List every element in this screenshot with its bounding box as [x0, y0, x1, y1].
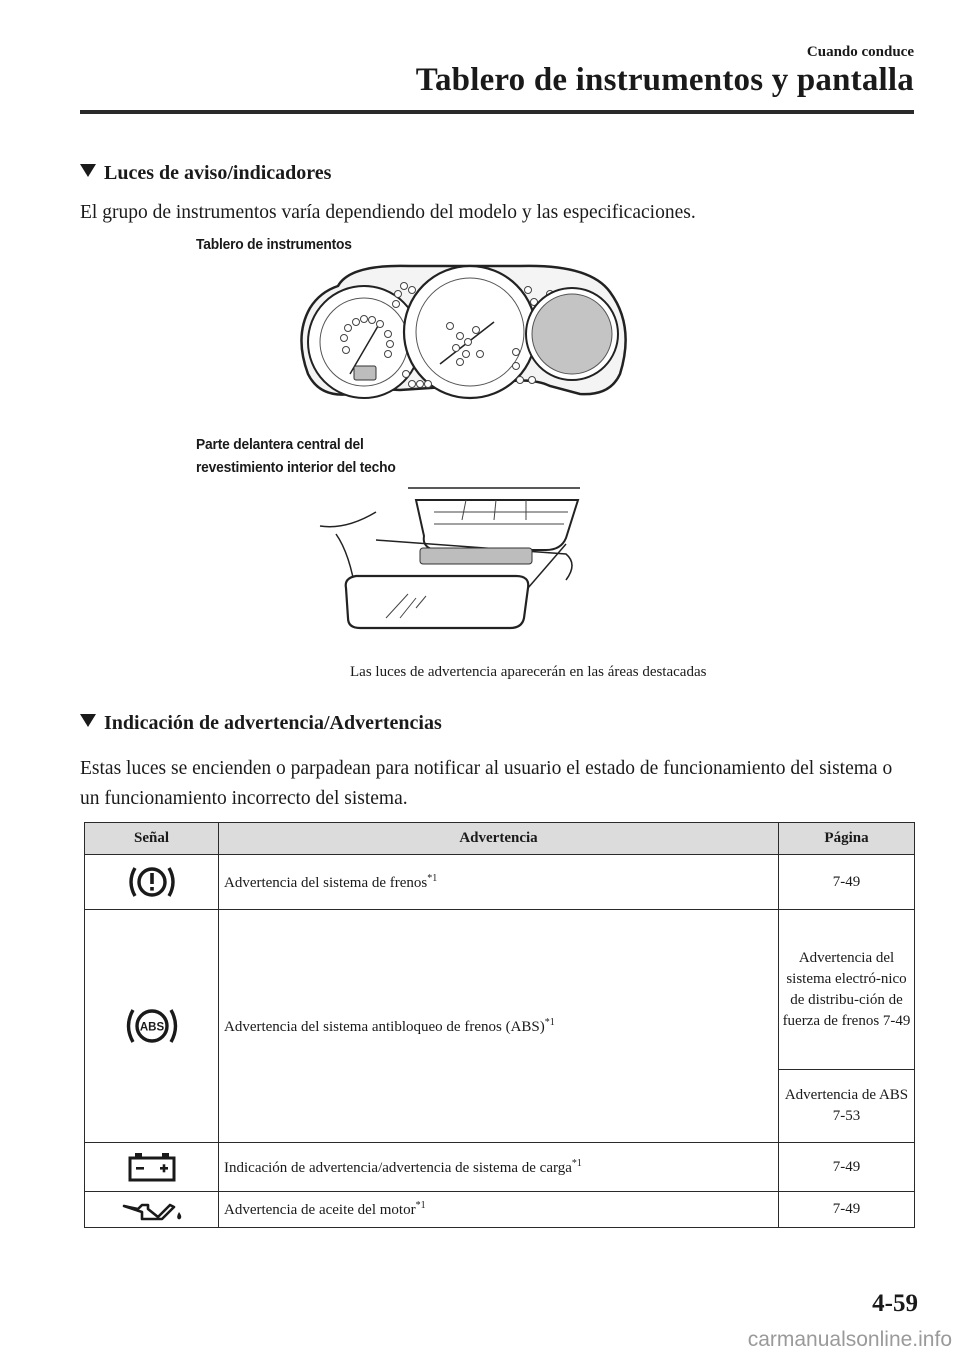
page-number: 4-59 [872, 1290, 918, 1317]
warning-cell [219, 855, 779, 910]
footnote-mark: *1 [427, 872, 438, 884]
footnote-mark: *1 [544, 1016, 555, 1028]
sign-cell [85, 910, 219, 1143]
instrument-cluster-illustration [290, 256, 646, 408]
figure-label-roof-2: revestimiento interior del techo [196, 459, 396, 476]
header-divider [80, 110, 914, 114]
table-header-row [85, 823, 915, 855]
warning-text: Indicación de advertencia/advertencia de sistema de carga [224, 1159, 572, 1176]
triangle-bullet-icon [80, 164, 96, 177]
triangle-bullet-icon [80, 714, 96, 727]
chapter-label: Cuando conduce [806, 44, 914, 60]
warning-text: Advertencia del sistema antibloqueo de frenos (ABS) [224, 1018, 545, 1035]
warning-cell [219, 1143, 779, 1192]
battery-icon [124, 1150, 180, 1184]
warning-cell [219, 1192, 779, 1228]
overhead-console-illustration [316, 484, 584, 636]
column-header-sign: Señal [85, 823, 219, 855]
column-header-warning: Advertencia [219, 823, 779, 855]
page-cell: 7-49 [779, 855, 915, 910]
oil-can-icon [120, 1197, 184, 1223]
warning-text: Advertencia del sistema de frenos [224, 874, 428, 891]
section-heading-text: Indicación de advertencia/Advertencias [104, 712, 442, 734]
page-title: Tablero de instrumentos y pantalla [415, 62, 914, 98]
figure-label-roof-1: Parte delantera central del [196, 436, 364, 453]
brake-warning-icon [125, 862, 179, 902]
column-header-page: Página [779, 823, 915, 855]
warning-table [84, 822, 915, 1228]
page-cell: Advertencia del sistema electró-nico de distribu-ción de fuerza de frenos 7-49 [779, 910, 915, 1070]
section-heading-text: Luces de aviso/indicadores [104, 162, 332, 184]
sign-cell [85, 1143, 219, 1192]
figure-caption: Las luces de advertencia aparecerán en las áreas destacadas [350, 664, 707, 680]
page-cell: 7-49 [779, 1192, 915, 1228]
section-heading-warnings [80, 712, 442, 735]
page-cell: Advertencia de ABS 7-53 [779, 1070, 915, 1143]
sign-cell [85, 855, 219, 910]
figure-label-cluster: Tablero de instrumentos [196, 236, 352, 253]
sign-cell [85, 1192, 219, 1228]
abs-icon-label: ABS [139, 1021, 164, 1034]
table-row [85, 1192, 915, 1228]
table-row [85, 855, 915, 910]
warning-text: Advertencia de aceite del motor [224, 1202, 416, 1218]
warning-cell [219, 910, 779, 1143]
table-row [85, 910, 915, 1070]
watermark: carmanualsonline.info [747, 1328, 952, 1351]
footnote-mark: *1 [571, 1157, 582, 1169]
page-cell: 7-49 [779, 1143, 915, 1192]
intro-paragraph: El grupo de instrumentos varía dependiendo del modelo y las especificaciones. [80, 202, 696, 223]
warnings-paragraph: Estas luces se encienden o parpadean para notificar al usuario el estado de funcionamiento del sistema o un funcionamiento incorrecto del sistema. [80, 758, 893, 809]
table-row [85, 1143, 915, 1192]
abs-warning-icon [122, 1003, 182, 1049]
section-heading-lights [80, 162, 331, 185]
footnote-mark: *1 [415, 1200, 426, 1211]
